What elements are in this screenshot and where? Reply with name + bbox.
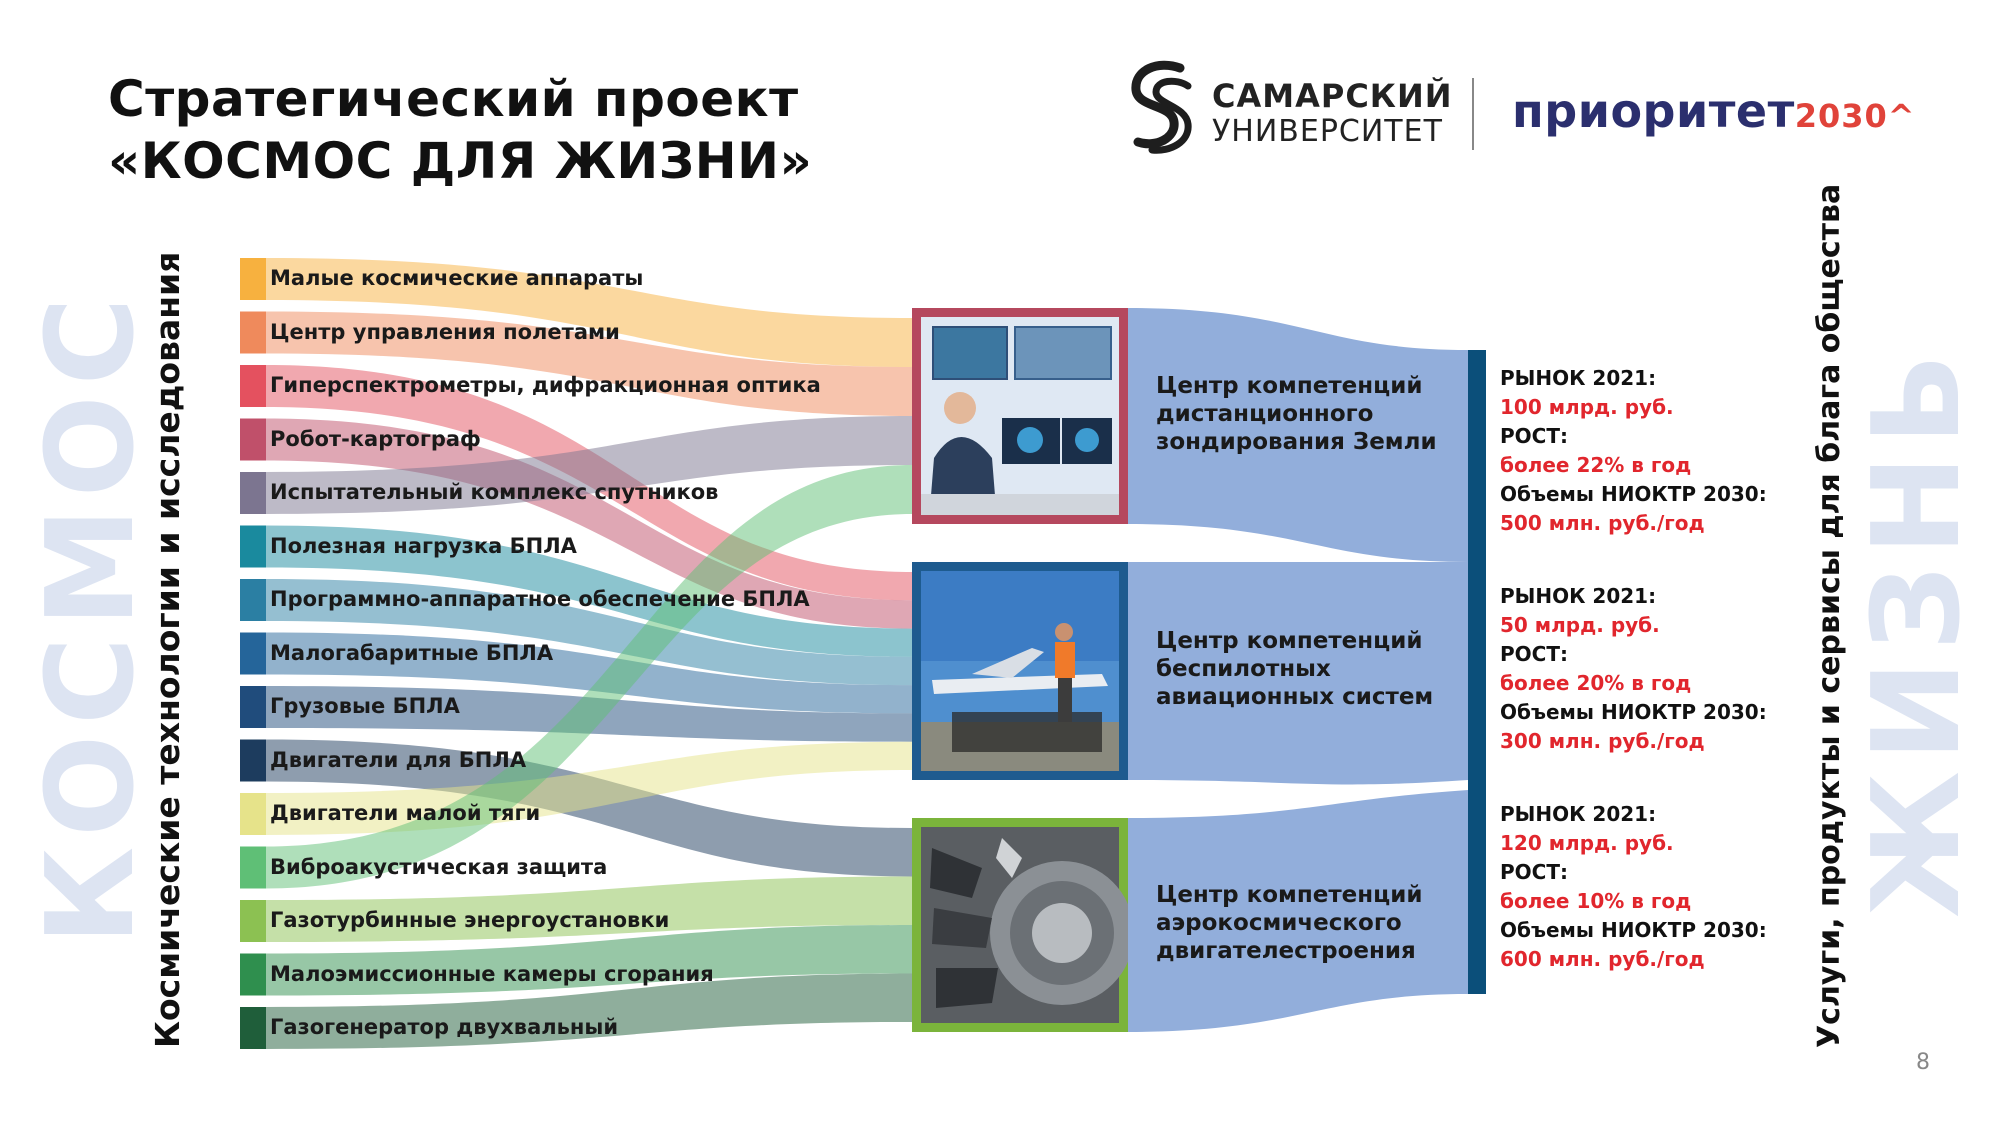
stat-market-v-2: 120 млрд. руб. <box>1500 831 1674 855</box>
stat-market-k-0: РЫНОК 2021: <box>1500 366 1657 390</box>
stat-growth-v-1: более 20% в год <box>1500 671 1692 695</box>
item-swatch-1 <box>240 312 266 354</box>
stat-rnd-v-2: 600 млн. руб./год <box>1500 947 1705 971</box>
right-caption: Услуги, продукты и сервисы для блага общества <box>1812 183 1847 1048</box>
center-label-2: Центр компетенций аэрокосмического двигателестроения <box>1156 882 1423 964</box>
item-swatch-8 <box>240 686 266 728</box>
center-label-1: Центр компетенций беспилотных авиационных систем <box>1156 628 1434 710</box>
item-swatch-10 <box>240 793 266 835</box>
item-label-10: Двигатели малой тяги <box>270 801 541 825</box>
stat-rnd-k-0: Объемы НИОКТР 2030: <box>1500 482 1767 506</box>
item-swatch-9 <box>240 740 266 782</box>
item-label-2: Гиперспектрометры, дифракционная оптика <box>270 373 821 397</box>
stat-market-k-1: РЫНОК 2021: <box>1500 584 1657 608</box>
right-bar <box>1468 350 1486 994</box>
item-swatch-2 <box>240 365 266 407</box>
stat-growth-v-0: более 22% в год <box>1500 453 1692 477</box>
photo-control-room <box>912 308 1128 524</box>
item-label-12: Газотурбинные энергоустановки <box>270 908 670 932</box>
item-label-13: Малоэмиссионные камеры сгорания <box>270 961 714 986</box>
item-label-3: Робот-картограф <box>270 426 481 451</box>
stats-block-1 <box>1500 582 1767 756</box>
item-label-4: Испытательный комплекс спутников <box>270 480 719 504</box>
stat-growth-k-2: РОСТ: <box>1500 860 1568 884</box>
item-swatch-14 <box>240 1007 266 1049</box>
item-label-1: Центр управления полетами <box>270 319 620 344</box>
stat-market-v-1: 50 млрд. руб. <box>1500 613 1660 637</box>
left-caption: Космические технологии и исследования <box>148 251 187 1048</box>
stat-market-k-2: РЫНОК 2021: <box>1500 802 1657 826</box>
stat-growth-k-1: РОСТ: <box>1500 642 1568 666</box>
right-big-word: ЖИЗНЬ <box>1848 343 1987 918</box>
title-line-1: Стратегический проект <box>108 70 799 128</box>
stat-rnd-v-1: 300 млн. руб./год <box>1500 729 1705 753</box>
stats-block-2 <box>1500 800 1767 974</box>
center-label-0: Центр компетенций дистанционного зондирования Земли <box>1156 373 1437 455</box>
photo-engine <box>912 818 1128 1032</box>
item-label-8: Грузовые БПЛА <box>270 694 460 718</box>
stat-growth-k-0: РОСТ: <box>1500 424 1568 448</box>
item-swatch-5 <box>240 526 266 568</box>
logo-line-2: УНИВЕРСИТЕТ <box>1212 114 1443 149</box>
item-label-6: Программно-аппаратное обеспечение БПЛА <box>270 587 810 611</box>
stat-growth-v-2: более 10% в год <box>1500 889 1692 913</box>
priority-word: приоритет <box>1512 84 1795 138</box>
stats-block-0 <box>1500 364 1767 538</box>
item-label-9: Двигатели для БПЛА <box>270 747 527 772</box>
item-swatch-3 <box>240 419 266 461</box>
page-number: 8 <box>1916 1050 1930 1075</box>
photo-drone-operator <box>912 562 1128 780</box>
title-line-2: «КОСМОС ДЛЯ ЖИЗНИ» <box>108 132 813 190</box>
item-label-0: Малые космические аппараты <box>270 266 644 290</box>
swatches-group <box>240 258 266 1049</box>
left-big-word: КОСМОС <box>22 287 161 945</box>
item-label-11: Виброакустическая защита <box>270 854 608 879</box>
item-swatch-0 <box>240 258 266 300</box>
logo-line-1: САМАРСКИЙ <box>1212 77 1453 115</box>
item-label-7: Малогабаритные БПЛА <box>270 640 554 665</box>
item-swatch-13 <box>240 954 266 996</box>
item-swatch-12 <box>240 900 266 942</box>
stat-rnd-v-0: 500 млн. руб./год <box>1500 511 1705 535</box>
stat-rnd-k-2: Объемы НИОКТР 2030: <box>1500 918 1767 942</box>
item-label-14: Газогенератор двухвальный <box>270 1015 619 1039</box>
stat-rnd-k-1: Объемы НИОКТР 2030: <box>1500 700 1767 724</box>
item-swatch-7 <box>240 633 266 675</box>
item-swatch-11 <box>240 847 266 889</box>
priority-year: 2030^ <box>1794 97 1916 135</box>
stat-market-v-0: 100 млрд. руб. <box>1500 395 1674 419</box>
item-swatch-4 <box>240 472 266 514</box>
item-label-5: Полезная нагрузка БПЛА <box>270 533 577 558</box>
item-swatch-6 <box>240 579 266 621</box>
